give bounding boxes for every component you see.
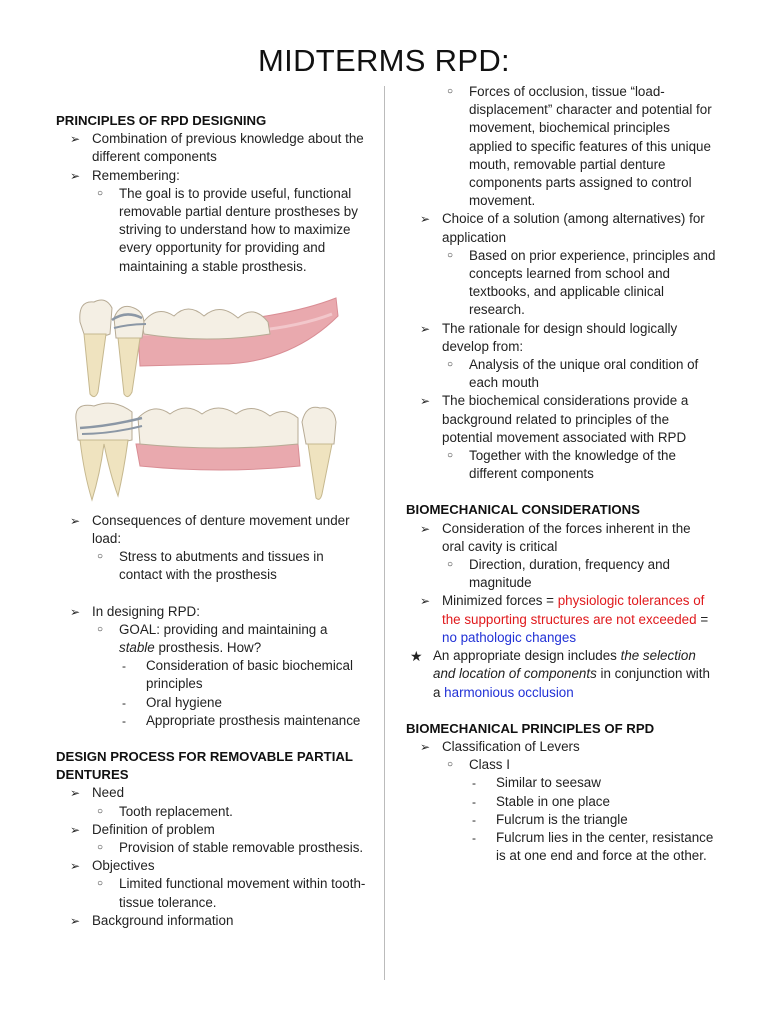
arrow-bullet-icon: ➢ [70,913,81,928]
arrow-bullet-icon: ➢ [70,604,81,619]
dash-oral-hygiene: - Oral hygiene [56,694,366,712]
rpd-teeth-illustration [70,294,340,504]
arrow-bullet-icon: ➢ [70,822,81,837]
heading-biomechanical-principles: BIOMECHANICAL PRINCIPLES OF RPD [406,720,655,736]
left-column [56,112,366,930]
bullet-rationale: ➢ The rationale for design should logically develop from: [420,320,678,354]
page-title: MIDTERMS RPD: [258,43,510,78]
bullet-need: ➢ Need [56,784,366,802]
circle-bullet-icon: ○ [97,842,104,854]
bullet-forces-inherent: ➢ Consideration of the forces inherent in the oral cavity is critical [420,520,691,554]
dash-consideration: - Consideration of basic biochemical principles [122,658,353,692]
dash-bullet-icon: - [122,659,126,674]
bullet-combination: ➢ Combination of previous knowledge about the different components [70,131,364,165]
arrow-bullet-icon: ➢ [70,132,81,147]
dash-bullet-icon: - [122,695,126,710]
dash-maintenance: - Appropriate prosthesis maintenance [56,712,366,730]
circle-bullet-icon: ○ [447,359,454,371]
star-appropriate-design: ★ An appropriate design includes the selection and location of components in conjunction with a harmonious occlusion [410,648,710,700]
right-column [406,83,716,865]
star-bullet-icon: ★ [410,648,423,665]
subbullet-together: ○ Together with the knowledge of the different components [447,448,676,482]
dash-fulcrum-triangle: - Fulcrum is the triangle [406,811,716,829]
arrow-bullet-icon: ➢ [420,321,431,336]
subbullet-stress: ○ Stress to abutments and tissues in contact with the prosthesis [97,549,324,583]
bullet-remembering: ➢ Remembering: [56,167,366,185]
dash-bullet-icon: - [472,830,476,845]
subbullet-goal: ○ The goal is to provide useful, functional removable partial denture prostheses by striving to understand how to maximize every opportunity for providing and maintaining a stable prosthesis. [97,185,358,274]
circle-bullet-icon: ○ [97,878,104,890]
dash-seesaw: - Similar to seesaw [406,774,716,792]
subbullet-forces-occlusion: ○ Forces of occlusion, tissue “load-displacement” character and potential for movement, biochemical principles applied to specific features of this unique mouth, removable partial denture components parts assigned to control movement. [447,84,712,209]
subbullet-provision: ○ Provision of stable removable prosthesis. [56,839,366,857]
dash-stable: - Stable in one place [406,793,716,811]
heading-principles: PRINCIPLES OF RPD DESIGNING [56,113,267,128]
circle-bullet-icon: ○ [447,249,454,261]
circle-bullet-icon: ○ [97,187,104,199]
bullet-minimized-forces: ➢ Minimized forces = physiologic tolerances of the supporting structures are not exceeded = no pathologic changes [420,593,709,645]
subbullet-goal-stable: ○ GOAL: providing and maintaining a stable prosthesis. How? [97,621,328,656]
subbullet-tooth-replacement: ○ Tooth replacement. [56,803,366,821]
bullet-designing: ➢ In designing RPD: [56,603,366,621]
arrow-bullet-icon: ➢ [70,859,81,874]
circle-bullet-icon: ○ [97,805,104,817]
bullet-choice-solution: ➢ Choice of a solution (among alternatives) for application [420,211,705,245]
lower-denture-diagram [76,403,336,500]
circle-bullet-icon: ○ [97,623,104,635]
bullet-levers: ➢ Classification of Levers [406,738,716,756]
dash-fulcrum-center: - Fulcrum lies in the center, resistance is at one end and force at the other. [472,829,714,864]
upper-denture-diagram [80,298,338,397]
dash-bullet-icon: - [472,776,476,791]
column-divider [384,86,385,980]
circle-bullet-icon: ○ [447,759,454,771]
subbullet-limited-movement: ○ Limited functional movement within tooth-tissue tolerance. [97,876,366,910]
arrow-bullet-icon: ➢ [420,212,431,227]
bullet-biochemical: ➢ The biochemical considerations provide a background related to principles of the potential movement associated with RPD [420,393,689,445]
arrow-bullet-icon: ➢ [70,168,81,183]
subbullet-direction: ○ Direction, duration, frequency and magnitude [447,557,670,591]
bullet-background: ➢ Background information [56,912,366,930]
heading-biomechanical-considerations: BIOMECHANICAL CONSIDERATIONS [406,502,640,518]
subbullet-class-1: ○ Class I [406,756,716,774]
arrow-bullet-icon: ➢ [420,739,431,754]
subbullet-analysis: ○ Analysis of the unique oral condition of each mouth [447,357,699,391]
arrow-bullet-icon: ➢ [70,513,81,528]
subbullet-prior-experience: ○ Based on prior experience, principles and concepts learned from school and textbooks, and applicable clinical research. [447,247,716,318]
arrow-bullet-icon: ➢ [420,521,431,536]
dash-bullet-icon: - [472,794,476,809]
arrow-bullet-icon: ➢ [420,394,431,409]
bullet-consequences: ➢ Consequences of denture movement under load: [70,512,350,547]
arrow-bullet-icon: ➢ [420,594,431,609]
circle-bullet-icon: ○ [447,450,454,462]
bullet-objectives: ➢ Objectives [56,857,366,875]
dash-bullet-icon: - [472,812,476,827]
arrow-bullet-icon: ➢ [70,786,81,801]
circle-bullet-icon: ○ [447,559,454,571]
bullet-definition: ➢ Definition of problem [56,821,366,839]
circle-bullet-icon: ○ [97,551,104,563]
circle-bullet-icon: ○ [447,86,454,97]
heading-design-process: DESIGN PROCESS FOR REMOVABLE PARTIAL DENTURES [56,749,353,783]
dash-bullet-icon: - [122,713,126,728]
